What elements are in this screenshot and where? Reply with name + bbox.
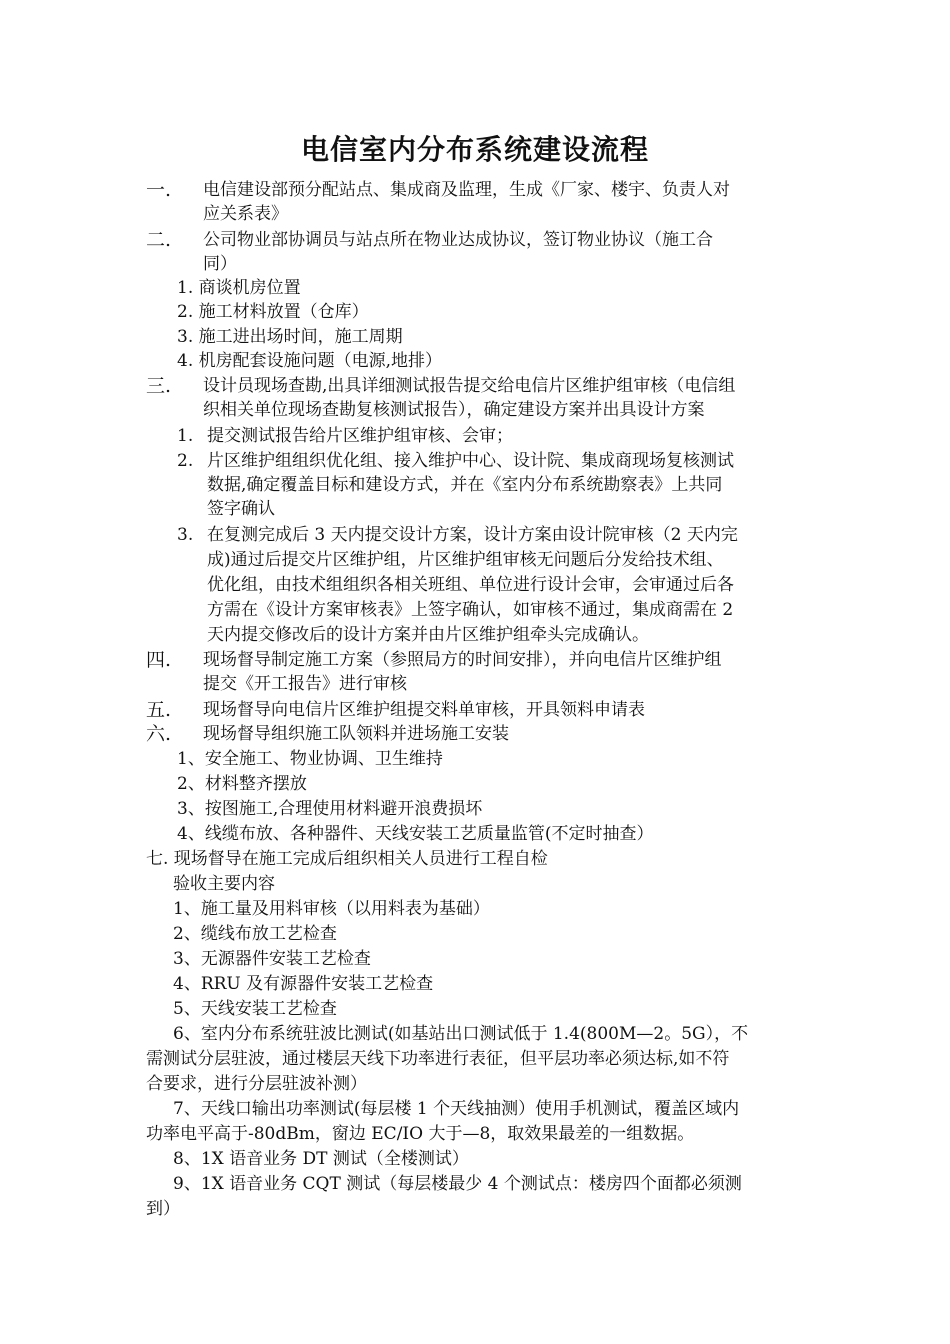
section-7-item-7-line-2: 功率电平高于-80dBm，窗边 EC/IO 大于—8，取效果最差的一组数据。 <box>146 1124 695 1144</box>
section-1-number: 一. <box>146 179 172 201</box>
section-4-number: 四. <box>146 649 172 671</box>
section-3-item-2-line-2: 数据,确定覆盖目标和建设方式，并在《室内分布系统勘察表》上共同 <box>207 475 723 495</box>
section-2-item-4: 4. 机房配套设施问题（电源,地排） <box>177 351 443 371</box>
section-7-item-5: 5、天线安装工艺检查 <box>173 999 337 1019</box>
section-2-number: 二. <box>146 229 172 251</box>
section-7-item-6-line-3: 合要求，进行分层驻波补测） <box>146 1074 367 1094</box>
section-7-item-1: 1、施工量及用料审核（以用料表为基础） <box>173 899 490 919</box>
section-3-item-3-line-5: 天内提交修改后的设计方案并由片区维护组牵头完成确认。 <box>207 625 649 645</box>
section-7-item-2: 2、缆线布放工艺检查 <box>173 924 337 944</box>
section-7-item-9-line-1: 9、1X 语音业务 CQT 测试（每层楼最少 4 个测试点：楼房四个面都必须测 <box>173 1174 742 1194</box>
section-7-item-6-line-2: 需测试分层驻波，通过楼层天线下功率进行表征，但平层功率必须达标,如不符 <box>146 1049 730 1069</box>
section-1-line-2: 应关系表》 <box>203 204 288 224</box>
section-7-item-6-line-1: 6、室内分布系统驻波比测试(如基站出口测试低于 1.4(800M—2。5G），不 <box>173 1024 749 1044</box>
section-7-item-9-line-2: 到） <box>146 1199 180 1219</box>
section-2-item-2: 2. 施工材料放置（仓库） <box>177 302 369 322</box>
section-5-number: 五. <box>146 699 172 721</box>
section-3-item-1-number: 1. <box>177 426 194 446</box>
section-3-item-2-line-1: 片区维护组组织优化组、接入维护中心、设计院、集成商现场复核测试 <box>207 451 734 471</box>
section-3-item-3-number: 3. <box>177 525 194 545</box>
section-2-line-1: 公司物业部协调员与站点所在物业达成协议，签订物业协议（施工合 <box>203 230 713 250</box>
section-3-item-3-line-2: 成)通过后提交片区维护组，片区维护组审核无问题后分发给技术组、 <box>207 550 724 570</box>
section-3-item-1-line-1: 提交测试报告给片区维护组审核、会审； <box>207 426 513 446</box>
section-3-line-2: 织相关单位现场查勘复核测试报告），确定建设方案并出具设计方案 <box>203 400 705 420</box>
section-3-number: 三. <box>146 375 172 397</box>
section-6-number: 六. <box>146 723 172 745</box>
section-6-item-4: 4、线缆布放、各种器件、天线安装工艺质量监管(不定时抽查） <box>177 824 654 844</box>
section-4-line-1: 现场督导制定施工方案（参照局方的时间安排），并向电信片区维护组 <box>203 650 722 670</box>
section-7-item-8: 8、1X 语音业务 DT 测试（全楼测试） <box>173 1149 469 1169</box>
section-7-item-3: 3、无源器件安装工艺检查 <box>173 949 371 969</box>
section-3-item-3-line-3: 优化组，由技术组组织各相关班组、单位进行设计会审，会审通过后各 <box>207 575 734 595</box>
section-5-line-1: 现场督导向电信片区维护组提交料单审核，开具领料申请表 <box>203 700 645 720</box>
section-2-item-3: 3. 施工进出场时间，施工周期 <box>177 327 403 347</box>
section-6-line-1: 现场督导组织施工队领料并进场施工安装 <box>203 724 509 744</box>
section-7-item-7-line-1: 7、天线口输出功率测试(每层楼 1 个天线抽测）使用手机测试，覆盖区域内 <box>173 1099 740 1119</box>
section-3-item-2-line-3: 签字确认 <box>207 499 275 519</box>
section-6-item-3: 3、按图施工,合理使用材料避开浪费损坏 <box>177 799 483 819</box>
section-7-item-4: 4、RRU 及有源器件安装工艺检查 <box>173 974 434 994</box>
section-6-item-2: 2、材料整齐摆放 <box>177 774 307 794</box>
section-6-item-1: 1、安全施工、物业协调、卫生维持 <box>177 749 443 769</box>
section-7-subtitle: 验收主要内容 <box>173 874 275 894</box>
section-4-line-2: 提交《开工报告》进行审核 <box>203 674 407 694</box>
section-3-item-3-line-1: 在复测完成后 3 天内提交设计方案，设计方案由设计院审核（2 天内完 <box>207 525 738 545</box>
page-title: 电信室内分布系统建设流程 <box>300 133 649 166</box>
section-3-line-1: 设计员现场查勘,出具详细测试报告提交给电信片区维护组审核（电信组 <box>203 376 736 396</box>
section-3-item-2-number: 2. <box>177 451 194 471</box>
section-2-line-2: 同） <box>203 254 237 274</box>
section-7-line-1: 七. 现场督导在施工完成后组织相关人员进行工程自检 <box>146 849 548 869</box>
section-3-item-3-line-4: 方需在《设计方案审核表》上签字确认，如审核不通过，集成商需在 2 <box>207 600 734 620</box>
section-1-line-1: 电信建设部预分配站点、集成商及监理，生成《厂家、楼宇、负责人对 <box>203 180 730 200</box>
section-2-item-1: 1. 商谈机房位置 <box>177 278 301 298</box>
